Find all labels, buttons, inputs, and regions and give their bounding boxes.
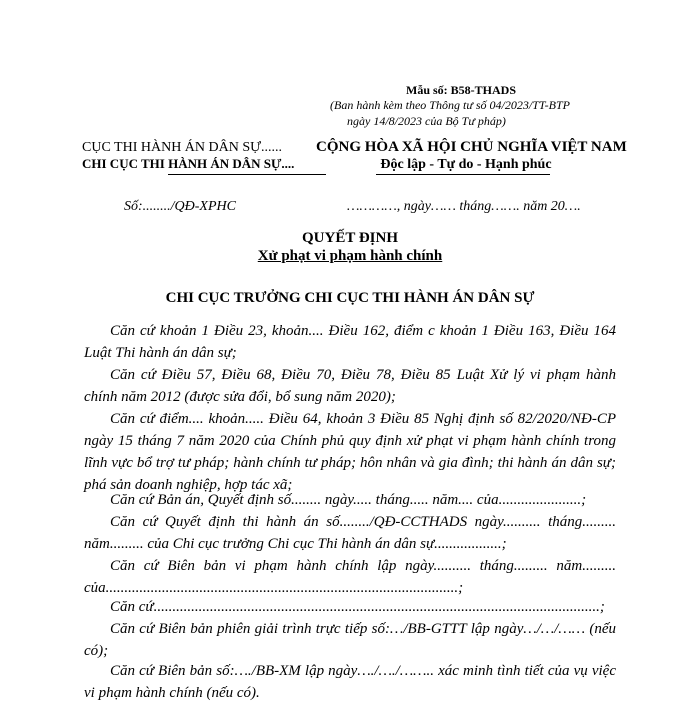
nation-motto: Độc lập - Tự do - Hạnh phúc [380,157,552,172]
agency-header [82,140,295,171]
legal-basis-paragraph: Căn cứ Quyết định thi hành án số......../QĐ-CCTHADS ngày.......... tháng......... năm......... của Chi cục trưởng Chi cục Thi hành án dân sự..................; [84,514,616,552]
document-title: QUYẾT ĐỊNH [302,230,398,246]
decision-date: …………, ngày…… tháng……. năm 20…. [347,199,581,214]
agency-underline [168,174,326,175]
legal-basis-paragraph: Căn cứ Bản án, Quyết định số........ ngày..... tháng..... năm.... của......................; [110,492,587,508]
nation-header [316,139,627,173]
document-subtitle-wrap [0,248,700,265]
legal-basis-paragraph: Căn cứ Biên bản số:…./BB-XM lập ngày…./…./…….. xác minh tình tiết của vụ việc vi phạm hành chính (nếu có). [84,663,616,701]
legal-basis-paragraph: Căn cứ.......................................................................................................................; [110,599,605,615]
issued-note-line2: ngày 14/8/2023 của Bộ Tư pháp) [347,114,506,128]
motto-underline [376,174,550,175]
legal-basis-paragraph: Căn cứ Điều 57, Điều 68, Điều 70, Điều 78, Điều 85 Luật Xử lý vi phạm hành chính năm 2012 (được sửa đổi, bổ sung năm 2020); [84,367,616,405]
issuing-authority: CHI CỤC TRƯỞNG CHI CỤC THI HÀNH ÁN DÂN SỰ [165,290,535,306]
legal-basis-paragraph: Căn cứ khoản 1 Điều 23, khoản.... Điều 162, điểm c khoản 1 Điều 163, Điều 164 Luật Thi hành án dân sự; [84,323,616,361]
document-subtitle: Xử phạt vi phạm hành chính [257,248,443,264]
legal-basis-paragraph: Căn cứ Biên bản vi phạm hành chính lập ngày.......... tháng......... năm......... của..............................................................................................; [84,558,616,596]
issued-note-line1: (Ban hành kèm theo Thông tư số 04/2023/TT-BTP [330,98,570,112]
form-code: Mẫu số: B58-THADS [406,83,517,97]
agency-line1: CỤC THI HÀNH ÁN DÂN SỰ...... [82,140,282,155]
legal-basis-paragraph: Căn cứ Biên bản phiên giải trình trực tiếp số:…/BB-GTTT lập ngày…/…/…… (nếu có); [84,621,616,659]
nation-line1: CỘNG HÒA XÃ HỘI CHỦ NGHĨA VIỆT NAM [316,139,627,155]
agency-line2: CHI CỤC THI HÀNH ÁN DÂN SỰ.... [82,156,295,171]
decision-number: Số:......../QĐ-XPHC [124,199,236,214]
legal-basis-paragraph: Căn cứ điểm.... khoản..... Điều 64, khoản 3 Điều 85 Nghị định số 82/2020/NĐ-CP ngày 15 tháng 7 năm 2020 của Chính phủ quy định xử phạt vi phạm hành chính trong lĩnh vực bổ trợ tư pháp; hành chính tư pháp; hôn nhân và gia đình; thi hành án dân sự; phá sản doanh nghiệp, hợp tác xã; [84,411,616,493]
